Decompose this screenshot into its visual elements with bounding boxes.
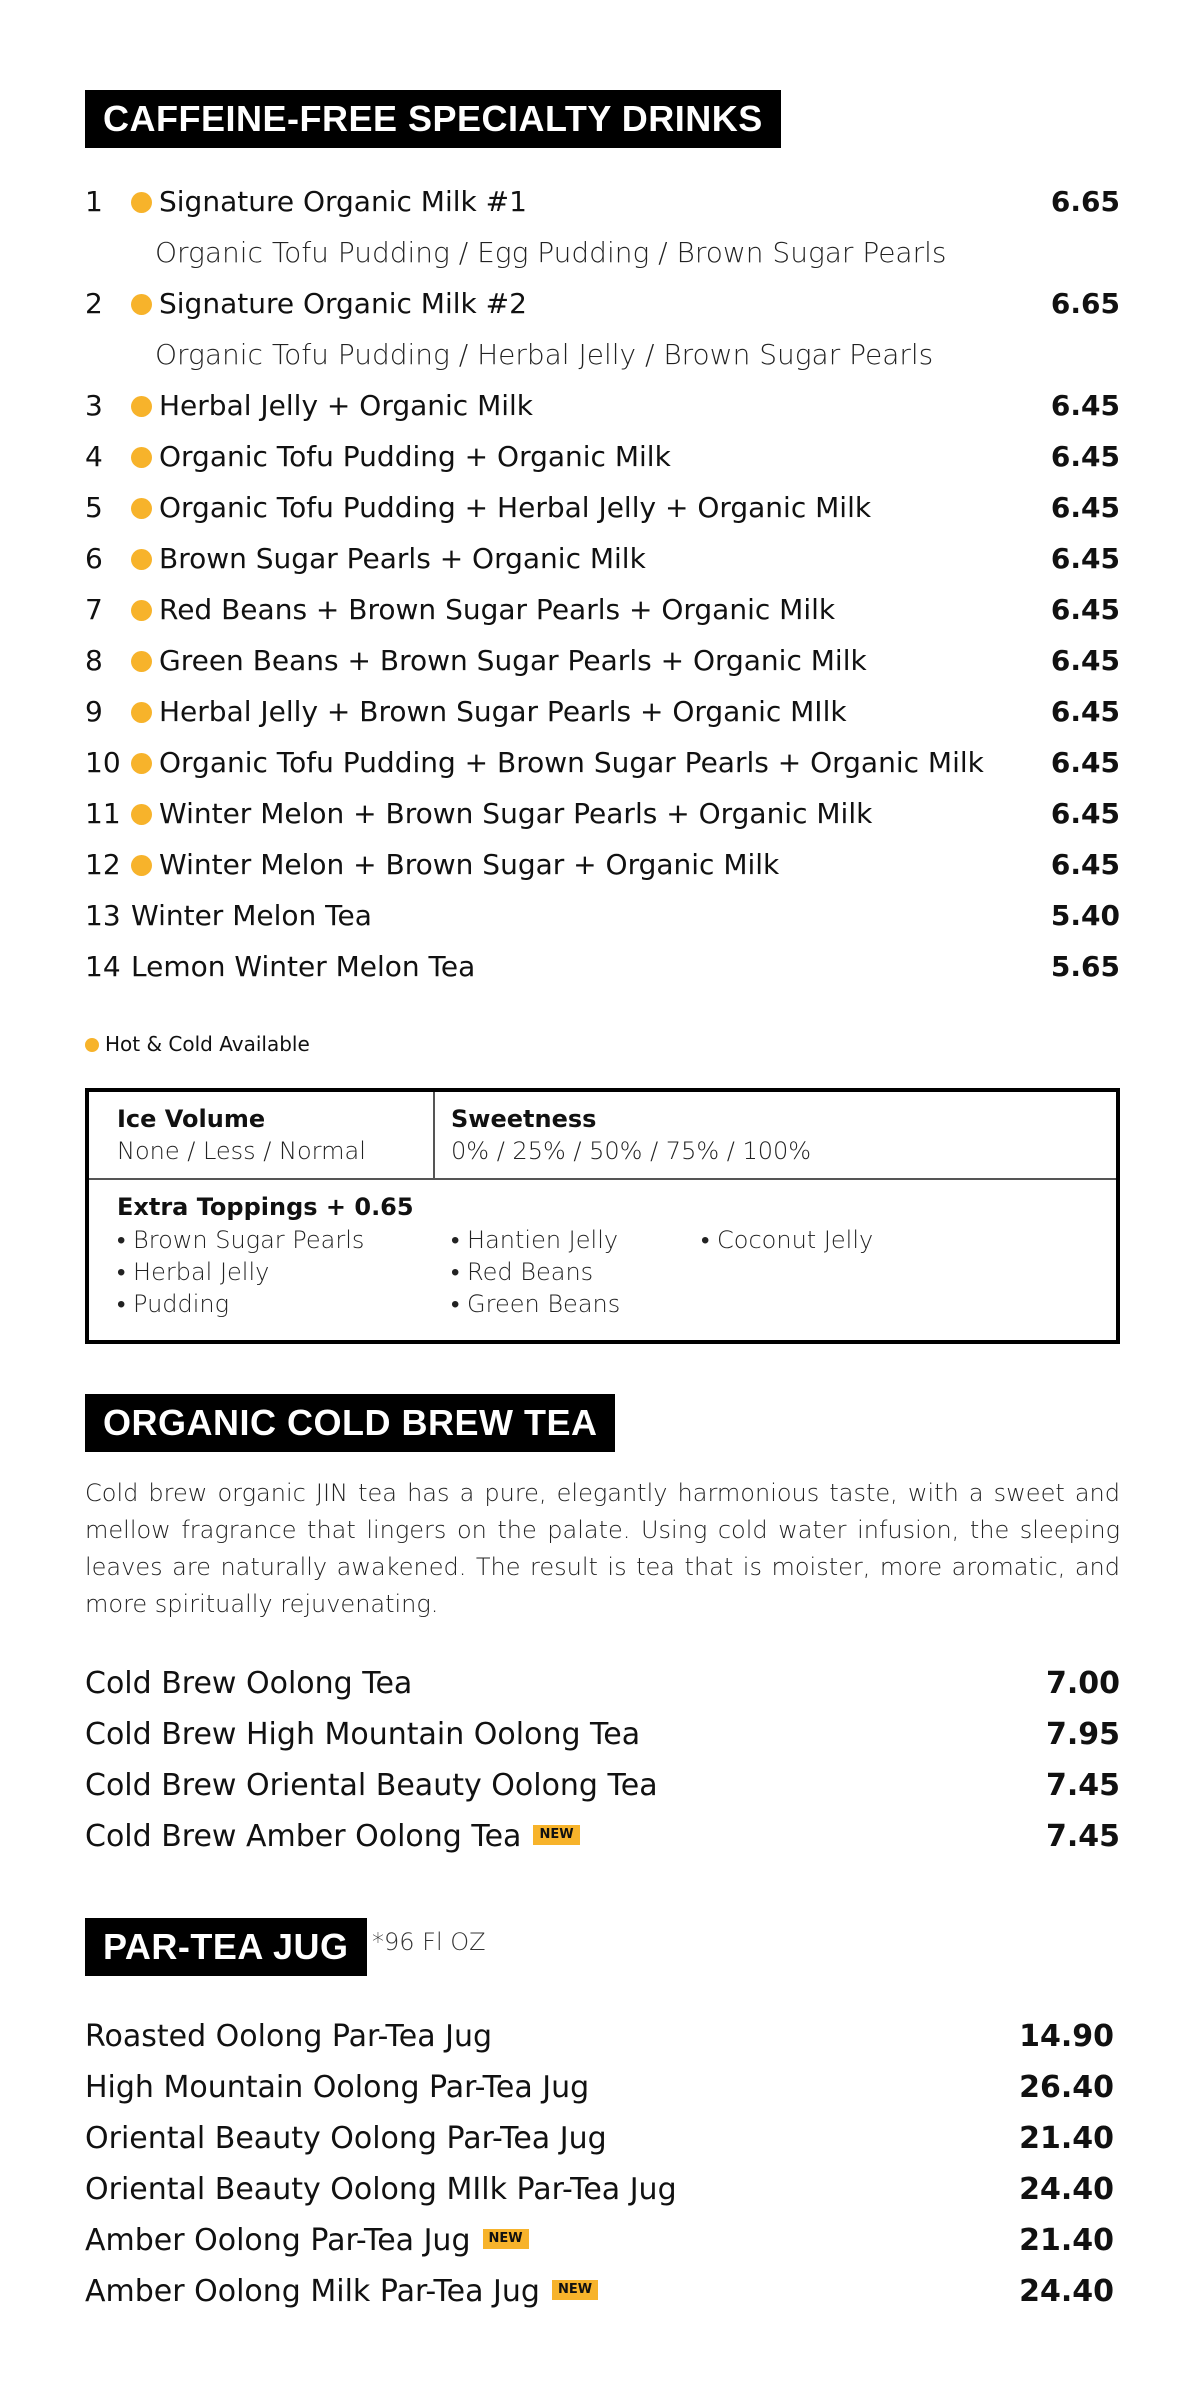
item-name	[85, 2219, 529, 2263]
new-badge: NEW	[533, 1825, 579, 1845]
price-row	[85, 1764, 1125, 1808]
new-badge: NEW	[552, 2280, 598, 2300]
item-name-text: Oriental Beauty Oolong MIlk Par-Tea Jug	[85, 2172, 677, 2207]
menu-item-row	[85, 690, 1120, 734]
menu-item-row	[85, 843, 1120, 887]
price-row	[85, 1662, 1125, 1706]
item-number: 7	[85, 593, 103, 626]
extra-toppings-label: Extra Toppings + 0.65	[117, 1193, 414, 1221]
item-name-text: Amber Oolong Milk Par-Tea Jug	[85, 2274, 540, 2309]
item-name	[85, 1713, 640, 1757]
menu-item-row	[85, 537, 1120, 581]
item-number: 10	[85, 746, 121, 779]
item-price: 6.45	[1050, 389, 1120, 422]
item-number: 4	[85, 440, 103, 473]
item-price: 6.45	[1050, 746, 1120, 779]
item-number: 11	[85, 797, 121, 830]
hot-cold-dot-icon	[85, 1038, 99, 1052]
menu-item-row	[85, 741, 1120, 785]
item-name: Brown Sugar Pearls + Organic Milk	[159, 542, 646, 575]
sweetness-label: Sweetness	[451, 1105, 597, 1133]
item-name: Winter Melon + Brown Sugar Pearls + Organic Milk	[159, 797, 873, 830]
hot-cold-dot-icon	[131, 447, 152, 468]
item-name-text: Cold Brew Oriental Beauty Oolong Tea	[85, 1768, 658, 1803]
legend-text: Hot & Cold Available	[105, 1032, 310, 1056]
cold-brew-description: Cold brew organic JIN tea has a pure, elegantly harmonious taste, with a sweet and mellow fragrance that lingers on the palate. Using cold water infusion, the sleeping leaves are naturally awakened. The result is tea that is moister, more aromatic, and more spiritually rejuvenating.	[85, 1479, 1120, 1618]
item-name: Red Beans + Brown Sugar Pearls + Organic Milk	[159, 593, 836, 626]
item-price: 6.45	[1050, 542, 1120, 575]
item-name-text: Roasted Oolong Par-Tea Jug	[85, 2019, 493, 2054]
hot-cold-dot-icon	[131, 855, 152, 876]
item-price: 7.95	[1045, 1717, 1120, 1752]
hot-cold-dot-icon	[131, 549, 152, 570]
item-subtitle: Organic Tofu Pudding / Herbal Jelly / Brown Sugar Pearls	[155, 338, 934, 371]
topping-item: • Red Beans	[451, 1258, 594, 1286]
drink-options-box	[85, 1088, 1120, 1344]
price-row	[85, 2219, 1125, 2263]
item-name: Signature Organic Milk #1	[159, 185, 527, 218]
item-price: 6.45	[1050, 593, 1120, 626]
hot-cold-dot-icon	[131, 192, 152, 213]
item-name-text: High Mountain Oolong Par-Tea Jug	[85, 2070, 590, 2105]
menu-item-row	[85, 282, 1120, 326]
hot-cold-dot-icon	[131, 753, 152, 774]
price-row	[85, 2168, 1125, 2212]
item-name: Organic Tofu Pudding + Organic Milk	[159, 440, 671, 473]
item-price: 24.40	[1019, 2274, 1114, 2309]
item-name: Winter Melon Tea	[131, 899, 372, 932]
item-name: Organic Tofu Pudding + Brown Sugar Pearls + Organic Milk	[159, 746, 984, 779]
topping-item: • Pudding	[117, 1290, 230, 1318]
topping-item: • Coconut Jelly	[701, 1226, 874, 1254]
menu-item-row	[85, 894, 1120, 938]
hot-cold-dot-icon	[131, 396, 152, 417]
item-name	[85, 1815, 580, 1859]
item-name-text: Amber Oolong Par-Tea Jug	[85, 2223, 471, 2258]
item-name-text: Oriental Beauty Oolong Par-Tea Jug	[85, 2121, 607, 2156]
item-name	[85, 2066, 589, 2110]
item-name: Herbal Jelly + Organic Milk	[159, 389, 534, 422]
item-name: Herbal Jelly + Brown Sugar Pearls + Organic MIlk	[159, 695, 847, 728]
topping-item: • Brown Sugar Pearls	[117, 1226, 365, 1254]
item-number: 2	[85, 287, 103, 320]
item-number: 12	[85, 848, 121, 881]
menu-item-row	[85, 180, 1120, 224]
item-name: Winter Melon + Brown Sugar + Organic Milk	[159, 848, 780, 881]
item-name	[85, 2015, 492, 2059]
item-price: 6.45	[1050, 644, 1120, 677]
item-price: 6.45	[1050, 797, 1120, 830]
hot-cold-dot-icon	[131, 651, 152, 672]
options-divider-vertical	[433, 1092, 435, 1178]
options-divider-horizontal	[89, 1178, 1116, 1180]
item-price: 6.65	[1050, 287, 1120, 320]
hot-cold-dot-icon	[131, 804, 152, 825]
ice-volume-label: Ice Volume	[117, 1105, 266, 1133]
section-title-caffeine-free: CAFFEINE-FREE SPECIALTY DRINKS	[85, 90, 781, 148]
item-price: 6.45	[1050, 440, 1120, 473]
item-number: 5	[85, 491, 103, 524]
price-row	[85, 2015, 1125, 2059]
hot-cold-dot-icon	[131, 702, 152, 723]
price-row	[85, 1815, 1125, 1859]
menu-item-row	[85, 792, 1120, 836]
hot-cold-dot-icon	[131, 294, 152, 315]
item-price: 7.45	[1045, 1768, 1120, 1803]
item-name-text: Cold Brew Amber Oolong Tea	[85, 1819, 522, 1854]
item-name	[85, 1764, 658, 1808]
item-number: 6	[85, 542, 103, 575]
topping-item: • Herbal Jelly	[117, 1258, 270, 1286]
menu-item-row	[85, 486, 1120, 530]
ice-volume-values: None / Less / Normal	[117, 1137, 366, 1165]
menu-item-row	[85, 588, 1120, 632]
new-badge: NEW	[483, 2229, 529, 2249]
menu-item-row	[85, 945, 1120, 989]
item-price: 7.00	[1045, 1666, 1120, 1701]
item-number: 9	[85, 695, 103, 728]
jug-volume-note: *96 Fl OZ	[372, 1928, 486, 1956]
price-row	[85, 2066, 1125, 2110]
item-price: 6.65	[1050, 185, 1120, 218]
hot-cold-dot-icon	[131, 600, 152, 621]
section-title-cold-brew: ORGANIC COLD BREW TEA	[85, 1394, 615, 1452]
item-name	[85, 2270, 598, 2314]
item-price: 21.40	[1019, 2223, 1114, 2258]
item-name: Green Beans + Brown Sugar Pearls + Organic Milk	[159, 644, 867, 677]
menu-item-row	[85, 639, 1120, 683]
sweetness-values: 0% / 25% / 50% / 75% / 100%	[451, 1137, 812, 1165]
item-name: Signature Organic Milk #2	[159, 287, 527, 320]
item-price: 26.40	[1019, 2070, 1114, 2105]
item-number: 13	[85, 899, 121, 932]
item-price: 7.45	[1045, 1819, 1120, 1854]
item-price: 5.65	[1050, 950, 1120, 983]
item-price: 6.45	[1050, 491, 1120, 524]
item-number: 14	[85, 950, 121, 983]
item-name-text: Cold Brew Oolong Tea	[85, 1666, 413, 1701]
item-name-text: Cold Brew High Mountain Oolong Tea	[85, 1717, 641, 1752]
topping-item: • Green Beans	[451, 1290, 621, 1318]
item-price: 5.40	[1050, 899, 1120, 932]
item-name	[85, 2117, 607, 2161]
item-number: 1	[85, 185, 103, 218]
item-subtitle: Organic Tofu Pudding / Egg Pudding / Brown Sugar Pearls	[155, 236, 947, 269]
item-price: 21.40	[1019, 2121, 1114, 2156]
item-price: 6.45	[1050, 695, 1120, 728]
item-price: 24.40	[1019, 2172, 1114, 2207]
item-price: 6.45	[1050, 848, 1120, 881]
item-price: 14.90	[1019, 2019, 1114, 2054]
topping-item: • Hantien Jelly	[451, 1226, 619, 1254]
price-row	[85, 1713, 1125, 1757]
item-number: 8	[85, 644, 103, 677]
item-name	[85, 2168, 677, 2212]
item-name	[85, 1662, 412, 1706]
menu-item-row	[85, 435, 1120, 479]
item-name: Lemon Winter Melon Tea	[131, 950, 476, 983]
price-row	[85, 2270, 1125, 2314]
item-number: 3	[85, 389, 103, 422]
price-row	[85, 2117, 1125, 2161]
item-name: Organic Tofu Pudding + Herbal Jelly + Organic Milk	[159, 491, 872, 524]
section-title-par-tea-jug: PAR-TEA JUG	[85, 1918, 367, 1976]
menu-item-row	[85, 384, 1120, 428]
hot-cold-dot-icon	[131, 498, 152, 519]
